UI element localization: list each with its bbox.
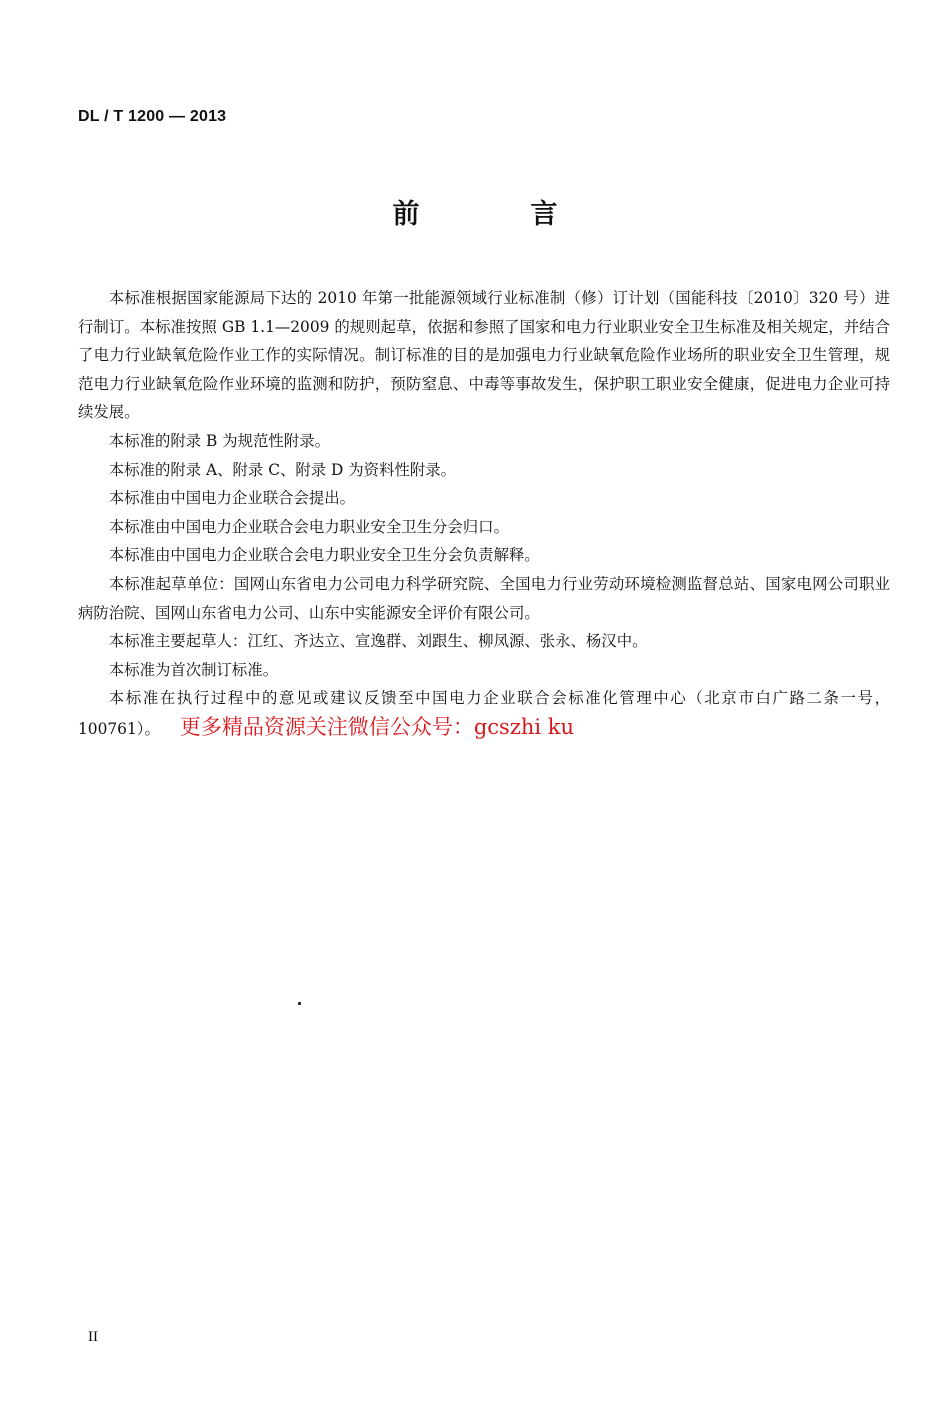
paragraph: 本标准的附录 A、附录 C、附录 D 为资料性附录。 bbox=[108, 460, 457, 479]
paragraph: 本标准主要起草人：江红、齐达立、宣逸群、刘跟生、柳凤源、张永、杨汉中。 bbox=[108, 632, 648, 651]
paragraph: 本标准的附录 B 为规范性附录。 bbox=[108, 431, 330, 450]
paragraph: 本标准由中国电力企业联合会提出。 bbox=[108, 489, 356, 508]
paragraph: 本标准为首次制订标准。 bbox=[108, 660, 279, 679]
foreword-body bbox=[78, 284, 890, 744]
document-code: DL / T 1200 — 2013 bbox=[78, 108, 227, 125]
wechat-notice: 更多精品资源关注微信公众号：gcszhi ku bbox=[179, 714, 575, 739]
paragraph: 本标准由中国电力企业联合会电力职业安全卫生分会归口。 bbox=[108, 517, 509, 536]
paragraph: 本标准起草单位：国网山东省电力公司电力科学研究院、全国电力行业劳动环境检测监督总站、国家电网公司职业病防治院、国网山东省电力公司、山东中实能源安全评价有限公司。 bbox=[78, 574, 890, 622]
scan-speck bbox=[298, 1002, 301, 1005]
paragraph: 本标准根据国家能源局下达的 2010 年第一批能源领域行业标准制（修）订计划（国能科技〔2010〕320 号）进行制订。本标准按照 GB 1.1—2009 的规则起草，依据和参照了国家和电力行业职业安全卫生标准及相关规定，并结合了电力行业缺氧危险作业工作的实际情况。制订标准的目的是加强电力行业缺氧危险作业场所的职业安全卫生管理，规范电力行业缺氧危险作业环境的监测和防护，预防窒息、中毒等事故发生，保护职工职业安全健康，促进电力企业可持续发展。 bbox=[78, 289, 890, 422]
paragraph-text: 本标准在执行过程中的意见或建议反馈至中国电力企业联合会标准化管理中心（北京市白广路二条一号，100761）。 bbox=[78, 689, 890, 738]
page-number: II bbox=[88, 1329, 98, 1345]
paragraph-with-notice bbox=[78, 684, 890, 743]
paragraph: 本标准由中国电力企业联合会电力职业安全卫生分会负责解释。 bbox=[108, 546, 540, 565]
page-title: 前 言 bbox=[392, 199, 600, 230]
